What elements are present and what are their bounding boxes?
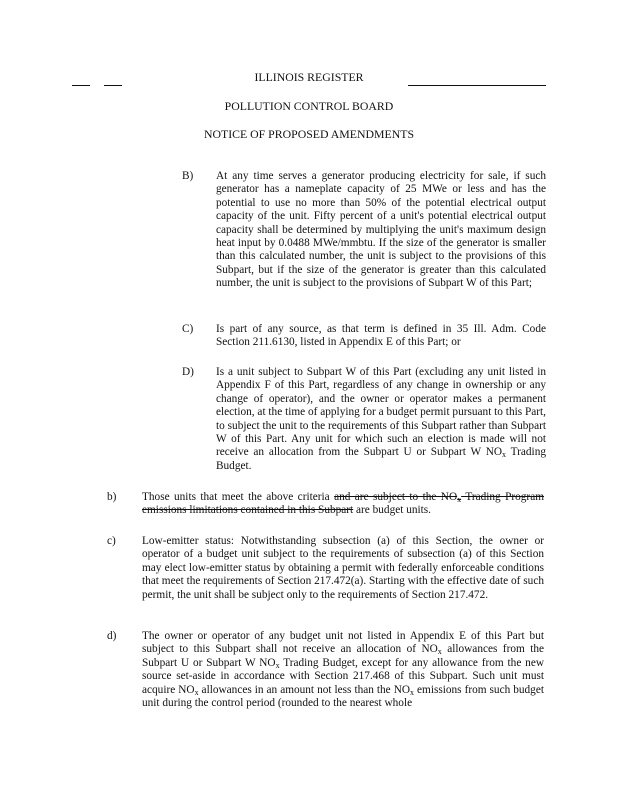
item-text-d-5: emissions from such budget unit during the control period (rounded to the nearest whole	[142, 683, 544, 710]
notice-title: NOTICE OF PROPOSED AMENDMENTS	[203, 127, 415, 141]
board-title: POLLUTION CONTROL BOARD	[224, 99, 394, 113]
item-text-D-a: Is a unit subject to Subpart W of this Part (excluding any unit listed in Appendix F of this Part, regardless of any change in ownership or any change of operator), and the owner or operator makes a permanent election, at the time of applying for a budget permit pursuant to this Part, to subject the unit to the requirements of this Subpart rather than Subpart W of this Part. Any unit for which such an election is made will not receive an allocation from the Subpart U or Subpart W NO	[216, 366, 546, 459]
item-text-c: Low-emitter status: Notwithstanding subsection (a) of this Section, the owner or operator of a budget unit subject to the requirements of subsection (a) of this Section may elect low-emitter status by obtaining a permit with federally enforceable conditions that meet the requirements of Section 217.472(a). Starting with the effective date of such permit, the unit shall be subject only to the requirements of Section 217.472.	[142, 535, 544, 601]
item-text-d-sub3: x	[194, 687, 199, 697]
item-label-D: D)	[182, 366, 194, 378]
item-text-D-sub: x	[502, 450, 507, 460]
item-label-c: c)	[107, 535, 116, 547]
item-text-D	[216, 366, 546, 473]
item-text-d-sub2: x	[275, 660, 280, 670]
item-text-d-sub4: x	[410, 687, 415, 697]
item-text-b	[142, 491, 544, 518]
item-text-D-b: Trading Budget.	[216, 446, 546, 472]
item-text-b-a: Those units that meet the above criteria	[142, 491, 335, 503]
item-text-d-2: allowances from the Subpart U or Subpart W NO	[142, 643, 544, 669]
struck-text-b-a: and are subject to the NO	[334, 491, 458, 503]
item-label-B: B)	[182, 170, 194, 182]
item-label-C: C)	[182, 323, 194, 335]
header-rule-left-1	[72, 85, 90, 86]
struck-text-b-sub: x	[457, 495, 462, 504]
item-label-d: d)	[107, 630, 117, 642]
item-text-C: Is part of any source, as that term is defined in 35 Ill. Adm. Code Section 211.6130, listed in Appendix E of this Part; or	[216, 323, 546, 349]
item-text-d-1: The owner or operator of any budget unit not listed in Appendix E of this Part but subject to this Subpart shall not receive an allocation of NO	[142, 630, 544, 656]
header-rule-right	[408, 85, 546, 86]
item-text-b-b: are budget units.	[353, 504, 431, 517]
item-text-B: At any time serves a generator producing electricity for sale, if such generator has a nameplate capacity of 25 MWe or less and has the potential to use no more than 50% of the potential electrical output capacity of the unit. Fifty percent of a unit's potential electrical output capacity shall be determined by multiplying the unit's maximum design heat input by 0.0488 MWe/mmbtu. If the size of the generator is smaller than this calculated number, the unit is subject to the provisions of this Subpart, but if the size of the generator is greater than this calculated number, the unit is subject to the provisions of Subpart W of this Part;	[216, 170, 546, 290]
header-rule-left-2	[104, 85, 122, 86]
struck-text-b-b: Trading Program emissions limitations contained in this Subpart	[142, 491, 545, 517]
register-title: ILLINOIS REGISTER	[254, 70, 364, 84]
item-label-b: b)	[107, 491, 117, 503]
item-text-d-sub1: x	[437, 647, 442, 657]
item-text-d-4: allowances in an amount not less than the NO	[198, 683, 411, 696]
item-text-d-3: Trading Budget, except for any allowance from the new source set-aside in accordance with Section 217.468 of this Subpart. Such unit must acquire NO	[142, 656, 544, 696]
item-text-d	[142, 630, 544, 710]
